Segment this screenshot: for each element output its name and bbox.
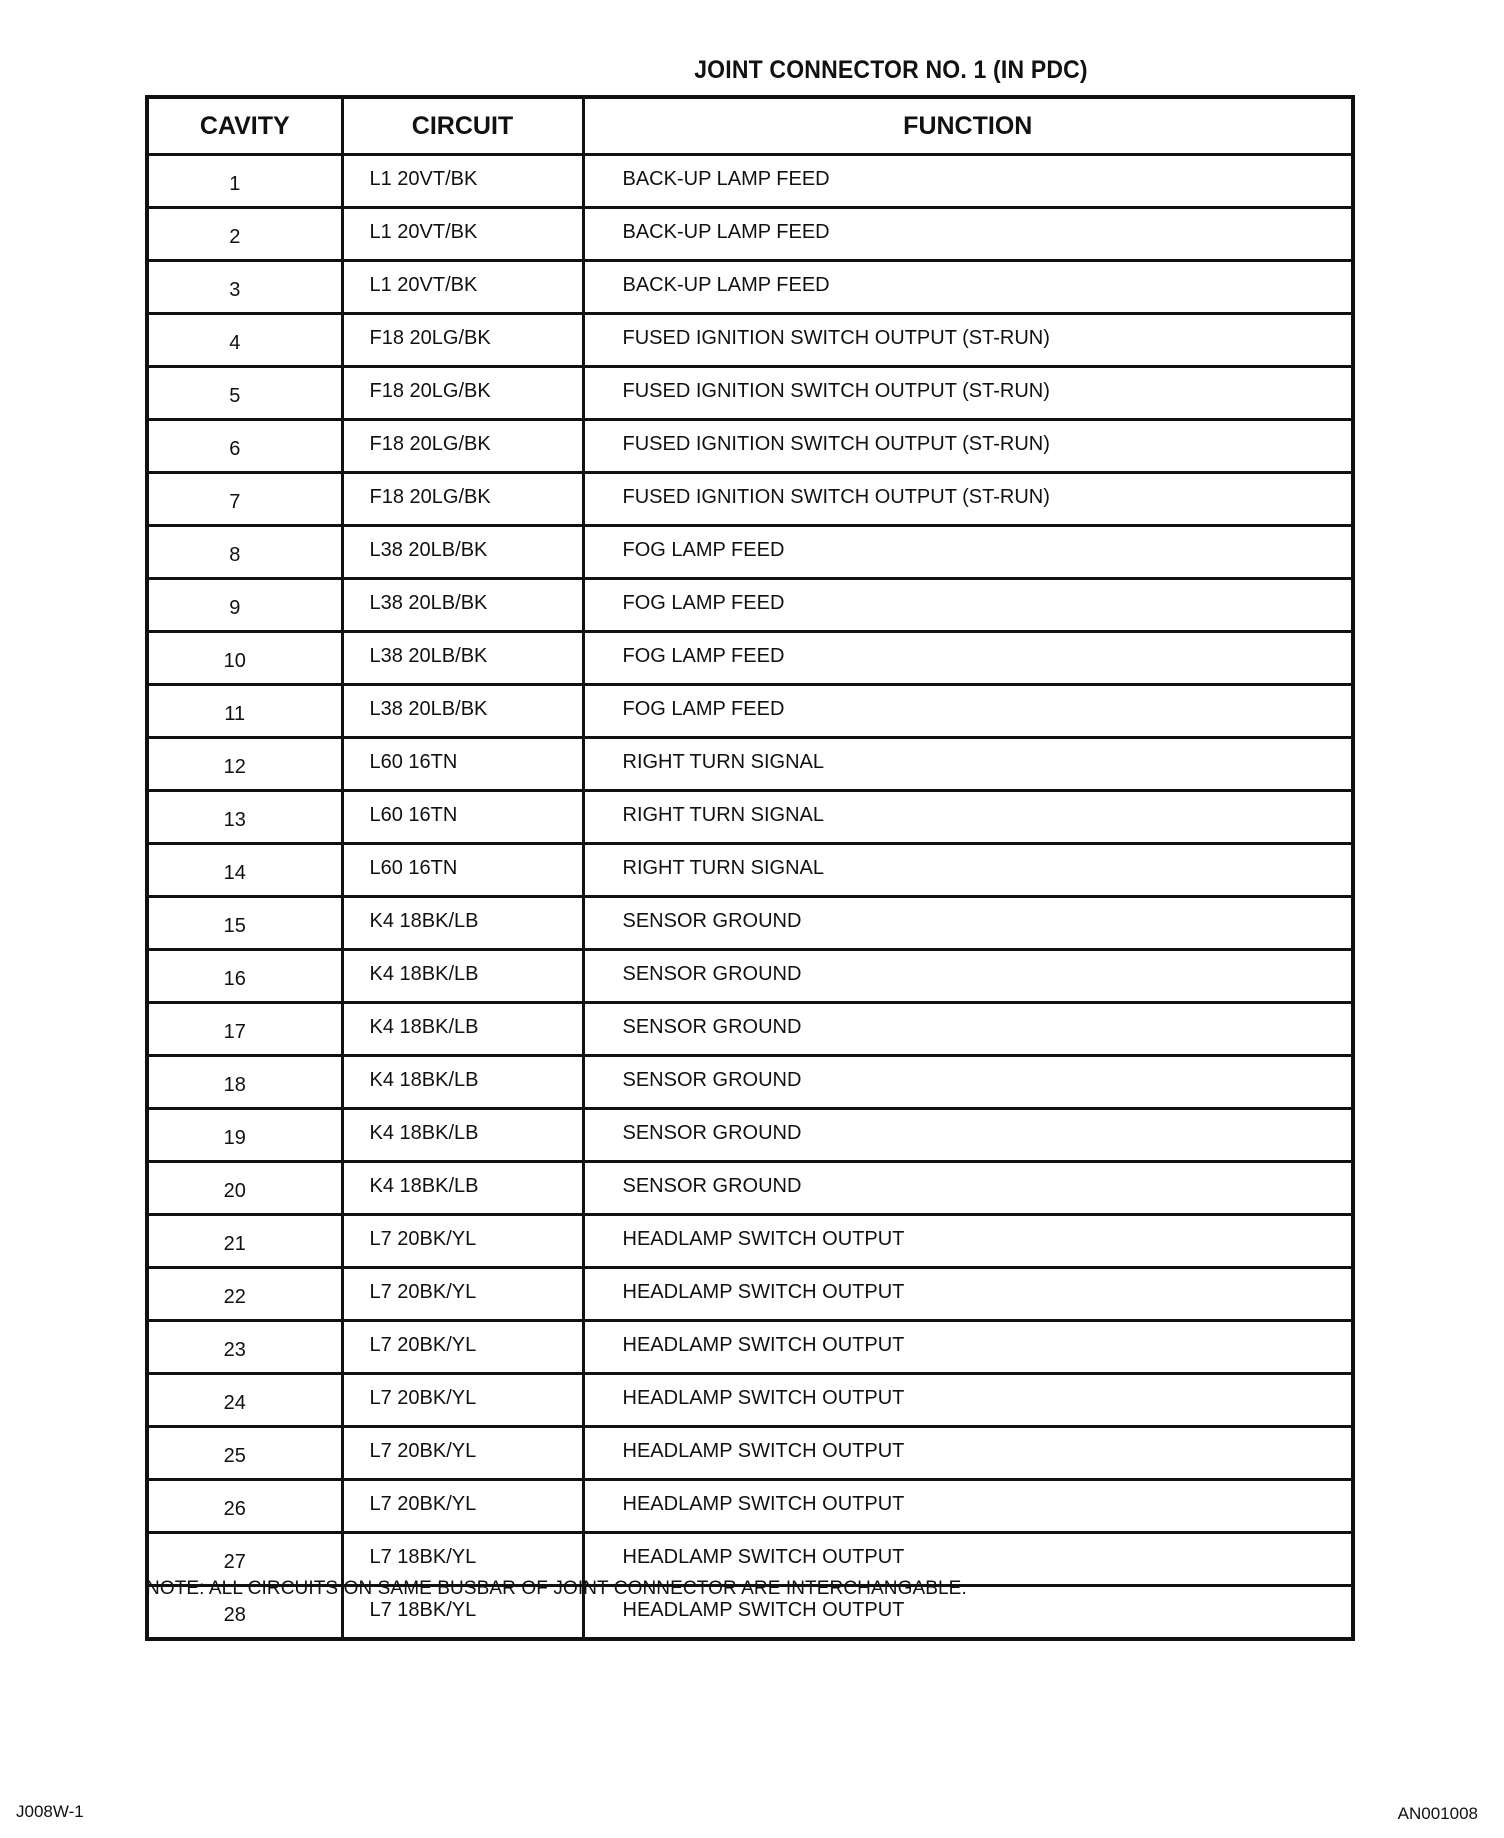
table-row [147,579,1353,632]
circuit-cell: L7 20BK/YL [342,1321,583,1374]
page-title [71,56,1455,85]
circuit-cell: K4 18BK/LB [342,1109,583,1162]
cavity-cell: 16 [147,950,342,1003]
cavity-cell: 24 [147,1374,342,1427]
cavity-cell: 7 [147,473,342,526]
function-cell: FOG LAMP FEED [583,579,1353,632]
circuit-cell: F18 20LG/BK [342,367,583,420]
table-row [147,1056,1353,1109]
cavity-cell: 14 [147,844,342,897]
table-row [147,1109,1353,1162]
function-cell: RIGHT TURN SIGNAL [583,738,1353,791]
table-header-row [147,97,1353,155]
function-cell: FOG LAMP FEED [583,685,1353,738]
circuit-cell: F18 20LG/BK [342,473,583,526]
circuit-cell: K4 18BK/LB [342,950,583,1003]
circuit-cell: L38 20LB/BK [342,632,583,685]
function-cell: RIGHT TURN SIGNAL [583,844,1353,897]
cavity-cell: 12 [147,738,342,791]
cavity-cell: 9 [147,579,342,632]
cavity-cell: 25 [147,1427,342,1480]
function-cell: RIGHT TURN SIGNAL [583,791,1353,844]
table-row [147,1215,1353,1268]
cavity-cell: 19 [147,1109,342,1162]
function-cell: SENSOR GROUND [583,1162,1353,1215]
function-cell: HEADLAMP SWITCH OUTPUT [583,1427,1353,1480]
table-row [147,950,1353,1003]
cavity-cell: 4 [147,314,342,367]
function-cell: HEADLAMP SWITCH OUTPUT [583,1374,1353,1427]
circuit-cell: K4 18BK/LB [342,1162,583,1215]
table-row [147,1427,1353,1480]
circuit-cell: L38 20LB/BK [342,526,583,579]
function-cell: HEADLAMP SWITCH OUTPUT [583,1586,1353,1640]
column-header-cavity: CAVITY [147,97,342,155]
table-row [147,738,1353,791]
table-row [147,791,1353,844]
function-cell: BACK-UP LAMP FEED [583,208,1353,261]
circuit-cell: L38 20LB/BK [342,579,583,632]
cavity-cell: 1 [147,155,342,208]
table-row [147,1321,1353,1374]
circuit-cell: L1 20VT/BK [342,261,583,314]
circuit-cell: K4 18BK/LB [342,1056,583,1109]
column-header-function: FUNCTION [583,97,1353,155]
cavity-cell: 10 [147,632,342,685]
column-header-circuit: CIRCUIT [342,97,583,155]
cavity-cell: 26 [147,1480,342,1533]
cavity-cell: 5 [147,367,342,420]
cavity-cell: 23 [147,1321,342,1374]
function-cell: SENSOR GROUND [583,950,1353,1003]
circuit-cell: L1 20VT/BK [342,155,583,208]
table-row [147,526,1353,579]
function-cell: HEADLAMP SWITCH OUTPUT [583,1321,1353,1374]
cavity-cell: 15 [147,897,342,950]
table-row [147,473,1353,526]
function-cell: HEADLAMP SWITCH OUTPUT [583,1215,1353,1268]
circuit-cell: L60 16TN [342,791,583,844]
cavity-cell: 21 [147,1215,342,1268]
circuit-cell: K4 18BK/LB [342,897,583,950]
table-row [147,314,1353,367]
footnote: NOTE: ALL CIRCUITS ON SAME BUSBAR OF JOINT CONNECTOR ARE INTERCHANGABLE. [146,1578,967,1599]
function-cell: FUSED IGNITION SWITCH OUTPUT (ST-RUN) [583,367,1353,420]
circuit-cell: L7 18BK/YL [342,1586,583,1640]
function-cell: FOG LAMP FEED [583,632,1353,685]
cavity-cell: 27 [147,1533,342,1586]
function-cell: FUSED IGNITION SWITCH OUTPUT (ST-RUN) [583,420,1353,473]
table-row [147,685,1353,738]
table-row [147,1374,1353,1427]
cavity-cell: 17 [147,1003,342,1056]
cavity-cell: 20 [147,1162,342,1215]
circuit-cell: L38 20LB/BK [342,685,583,738]
table-row [147,897,1353,950]
function-cell: HEADLAMP SWITCH OUTPUT [583,1268,1353,1321]
table-row [147,1003,1353,1056]
cavity-cell: 13 [147,791,342,844]
circuit-cell: L60 16TN [342,738,583,791]
circuit-cell: F18 20LG/BK [342,420,583,473]
circuit-cell: F18 20LG/BK [342,314,583,367]
circuit-cell: L60 16TN [342,844,583,897]
cavity-cell: 18 [147,1056,342,1109]
table-row [147,367,1353,420]
table-row [147,420,1353,473]
function-cell: HEADLAMP SWITCH OUTPUT [583,1533,1353,1586]
circuit-cell: L7 18BK/YL [342,1533,583,1586]
cavity-cell: 11 [147,685,342,738]
function-cell: SENSOR GROUND [583,1109,1353,1162]
cavity-cell: 28 [147,1586,342,1640]
circuit-cell: L7 20BK/YL [342,1268,583,1321]
circuit-cell: K4 18BK/LB [342,1003,583,1056]
function-cell: FUSED IGNITION SWITCH OUTPUT (ST-RUN) [583,314,1353,367]
circuit-cell: L7 20BK/YL [342,1427,583,1480]
circuit-cell: L1 20VT/BK [342,208,583,261]
table-row [147,1480,1353,1533]
table-row [147,632,1353,685]
cavity-cell: 2 [147,208,342,261]
circuit-cell: L7 20BK/YL [342,1215,583,1268]
cavity-cell: 3 [147,261,342,314]
cavity-cell: 22 [147,1268,342,1321]
cavity-cell: 8 [147,526,342,579]
connector-table [145,95,1355,1641]
table-row [147,155,1353,208]
table-row [147,844,1353,897]
function-cell: BACK-UP LAMP FEED [583,155,1353,208]
figure-code-right: AN001008 [1397,1804,1478,1823]
circuit-cell: L7 20BK/YL [342,1374,583,1427]
function-cell: BACK-UP LAMP FEED [583,261,1353,314]
figure-code-left: J008W-1 [16,1802,84,1821]
table-row [147,1268,1353,1321]
function-cell: FUSED IGNITION SWITCH OUTPUT (ST-RUN) [583,473,1353,526]
function-cell: SENSOR GROUND [583,1003,1353,1056]
table-body [147,155,1353,1640]
table-row [147,208,1353,261]
function-cell: FOG LAMP FEED [583,526,1353,579]
function-cell: SENSOR GROUND [583,897,1353,950]
function-cell: HEADLAMP SWITCH OUTPUT [583,1480,1353,1533]
circuit-cell: L7 20BK/YL [342,1480,583,1533]
function-cell: SENSOR GROUND [583,1056,1353,1109]
page-title-text: JOINT CONNECTOR NO. 1 (IN PDC) [694,56,1088,84]
table-row [147,261,1353,314]
table-row [147,1162,1353,1215]
cavity-cell: 6 [147,420,342,473]
